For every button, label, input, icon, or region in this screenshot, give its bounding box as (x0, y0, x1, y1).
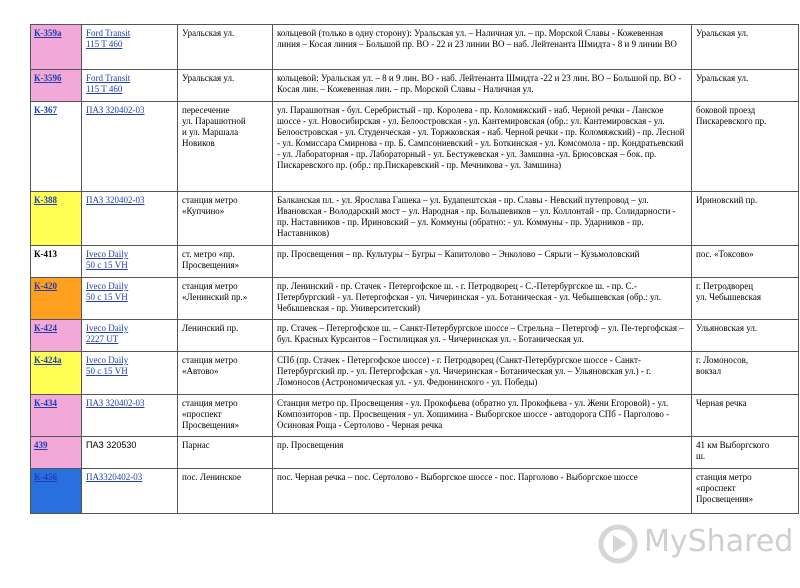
route-number-link[interactable]: К-359б (34, 73, 62, 83)
bus-model-link[interactable]: Iveco Daily (86, 323, 129, 333)
routes-table (30, 24, 799, 514)
bus-model-cell (82, 246, 178, 278)
route-description: ул. Парашютная - бул. Серебристый - пр. Королева - пр. Коломяжский - наб. Черной речки - Ланское шоссе - ул. Новосибирская - ул. Белоостровская - ул. Кантемировская (обр.: ул. Кантемировская - ул. Белоостровская - ул. Студенческая - ул. Торжковская - наб. Черной речки - пр. Коломяжский) - пр. Лесной - ул. Комиссара Смирнова - пр. Б. Сампсониевский - ул. Боткинская - ул. Комсомола - пр. Кондратьевский - ул. Лабораторная - пр. Лабораторный - ул. Бестужевская - ул. Замшина -ул. Брюсовская – бок. пр. Пискаревского пр. (обр.: пр.Пискаревский - пр. Мечникова - ул. Замшина) (277, 105, 685, 170)
bus-model-link[interactable]: Ford Transit (86, 73, 131, 83)
bus-model-link[interactable]: 50 с 15 VH (86, 260, 128, 270)
route-description-cell (273, 25, 692, 70)
bus-model-cell (82, 395, 178, 437)
play-circle-icon (598, 524, 638, 564)
bus-model-link[interactable]: 2227 UT (86, 334, 119, 344)
route-number-cell (31, 278, 82, 320)
bus-model-link[interactable]: 50 с 15 VH (86, 292, 128, 302)
start-point-line: Просвещения» (182, 420, 240, 430)
route-description-cell (273, 352, 692, 395)
route-description: Балканская пл. - ул. Ярослава Гашека – ул. Будапештская - пр. Славы - Невский путепровод – ул. Ивановская - Володарский мост – ул. Народная - пр. Большевиков – ул. Коллонтай - пр. Солидарности - пр. Наставников - пр. Ириновский – ул. Коммуны (обратно: - ул. Коммуны - пр. Ударников - пр. Наставников) (277, 195, 676, 238)
route-description-cell (273, 437, 692, 469)
watermark-text: MyShared (644, 524, 794, 559)
route-number-cell (31, 352, 82, 395)
route-description: кольцевой: Уральская ул. – 8 и 9 лин. ВО - наб. Лейтенанта Шмидта -22 и 23 лин. ВО – Большой пр. ВО - Косая лин. – Кожевенная лин. – пр. Морской Славы - Наличная ул. (277, 73, 682, 94)
routes-table-body (31, 25, 799, 514)
table-row (31, 192, 799, 246)
end-point-line: Просвещения» (696, 494, 754, 504)
end-point-cell (692, 469, 799, 514)
route-number-cell (31, 437, 82, 469)
end-point-cell (692, 395, 799, 437)
start-point-line: Уральская ул. (182, 73, 235, 83)
table-row (31, 352, 799, 395)
start-point-line: станция метро (182, 398, 238, 408)
route-number-cell (31, 70, 82, 102)
route-number-cell (31, 246, 82, 278)
route-number-link[interactable]: К-420 (34, 281, 58, 291)
end-point-line: г. Петродворец (696, 281, 754, 291)
table-row (31, 469, 799, 514)
end-point-line: ул. Чебышевская (696, 292, 762, 302)
bus-model-link[interactable]: Iveco Daily (86, 355, 129, 365)
route-description: СПб (пр. Стачек - Петергофское шоссе) - г. Петродворец (Санкт-Петербургское шоссе - Санкт-Петербургский пр. - ул. Петергофская - ул. Чичеринская - Ботаническая ул. – Ульяновская ул.) - г. Ломоносов (Астрономическая ул. - ул. Федюнинского - ул. Победы) (277, 355, 652, 387)
bus-model-link[interactable]: 115 T 460 (86, 84, 123, 94)
end-point-cell (692, 352, 799, 395)
route-description: Станция метро пр. Просвещения - ул. Прокофьева (обратно ул. Прокофьева - ул. Жени Егоровой) - ул. Композиторов - пр. Просвещения - ул. Хошимина - Выборгское шоссе - автодорога СПб - Парголово - Осиновая Роща - Сертолово - Черная речка (277, 398, 670, 430)
route-description-cell (273, 395, 692, 437)
start-point-cell (178, 278, 273, 320)
route-number-cell (31, 25, 82, 70)
bus-model-link[interactable]: 115 T 460 (86, 39, 123, 49)
bus-model-link[interactable]: ПАЗ 320402-03 (86, 195, 145, 205)
end-point-line: г. Ломоносов, (696, 355, 749, 365)
bus-model-cell (82, 102, 178, 192)
route-number-cell (31, 395, 82, 437)
start-point-line: пересечение (182, 105, 230, 115)
end-point-cell (692, 192, 799, 246)
start-point-cell (178, 352, 273, 395)
end-point-line: Ириновский пр. (696, 195, 758, 205)
bus-model-link[interactable]: ПАЗ 320402-03 (86, 398, 145, 408)
start-point-cell (178, 25, 273, 70)
bus-model-link[interactable]: ПАЗ320402-03 (86, 472, 143, 482)
end-point-line: «проспект (696, 483, 736, 493)
bus-model-cell (82, 469, 178, 514)
start-point-line: «Автово» (182, 366, 219, 376)
bus-model-link[interactable]: Iveco Daily (86, 281, 129, 291)
route-number-link[interactable]: 439 (34, 440, 48, 450)
table-row (31, 278, 799, 320)
start-point-cell (178, 246, 273, 278)
bus-model-cell (82, 437, 178, 469)
end-point-line: 41 км Выборгского (696, 440, 770, 450)
route-number-cell (31, 192, 82, 246)
start-point-line: станция метро (182, 195, 238, 205)
end-point-cell (692, 246, 799, 278)
table-row (31, 70, 799, 102)
route-description: пр. Просвещения (277, 440, 344, 450)
start-point-cell (178, 70, 273, 102)
end-point-cell (692, 70, 799, 102)
end-point-line: Пискаревского пр. (696, 116, 767, 126)
route-number-cell (31, 320, 82, 352)
route-number: К-413 (34, 249, 58, 259)
route-description-cell (273, 70, 692, 102)
end-point-line: Уральская ул. (696, 28, 749, 38)
start-point-cell (178, 395, 273, 437)
bus-model-cell (82, 70, 178, 102)
end-point-line: Ульяновская ул. (696, 323, 758, 333)
start-point-line: пос. Ленинское (182, 472, 242, 482)
bus-model-cell (82, 352, 178, 395)
bus-model-link[interactable]: Iveco Daily (86, 249, 129, 259)
start-point-line: Уральская ул. (182, 28, 235, 38)
route-description: кольцевой (только в одну сторону): Уральская ул. – Наличная ул. – пр. Морской Славы - Кожевенная линия – Косая линия – Большой пр. ВО - 22 и 23 линии ВО – наб. Лейтенанта Шмидта - 8 и 9 линии ВО (277, 28, 677, 49)
end-point-line: ш. (696, 451, 706, 461)
end-point-line: боковой проезд (696, 105, 756, 115)
route-number-link[interactable]: К-359а (34, 28, 62, 38)
route-description: пос. Черная речка – пос. Сертолово - Выборгское шоссе - пос. Парголово - Выборгское шоссе (277, 472, 638, 482)
bus-model-link[interactable]: ПАЗ 320402-03 (86, 105, 145, 115)
start-point-cell (178, 437, 273, 469)
end-point-cell (692, 437, 799, 469)
end-point-line: вокзал (696, 366, 722, 376)
route-number-link[interactable]: К-424 (34, 323, 58, 333)
route-number-link[interactable]: К-424а (34, 355, 62, 365)
route-number-cell (31, 102, 82, 192)
bus-model-cell (82, 25, 178, 70)
route-description-cell (273, 192, 692, 246)
end-point-cell (692, 278, 799, 320)
start-point-cell (178, 192, 273, 246)
bus-model-link[interactable]: 50 с 15 VH (86, 366, 128, 376)
route-description-cell (273, 278, 692, 320)
route-number-link[interactable]: К-434 (34, 398, 58, 408)
route-description: пр. Ленинский - пр. Стачек - Петергофское ш. - г. Петродворец - С.-Петербургское ш. - пр. С.-Петербургский - ул. Петергофская - ул. Чичеринская - ул. Ботаническая - ул. Чебышевская (обр.: ул. Чебышевская - пр. Университетский) (277, 281, 661, 313)
watermark (598, 524, 794, 564)
route-number-link[interactable]: К-456 (34, 472, 58, 482)
route-description: пр. Просвещения – пр. Культуры – Бугры – Капитолово – Энколово – Сярьги – Кузьмоловский (277, 249, 640, 259)
start-point-line: Парнас (182, 440, 210, 450)
route-number-link[interactable]: К-388 (34, 195, 58, 205)
start-point-line: станция метро (182, 281, 238, 291)
start-point-line: ст. метро «пр. (182, 249, 235, 259)
end-point-cell (692, 102, 799, 192)
start-point-line: и ул. Маршала (182, 127, 239, 137)
table-row (31, 437, 799, 469)
start-point-line: «Ленинский пр.» (182, 292, 248, 302)
start-point-line: Просвещения» (182, 260, 240, 270)
end-point-cell (692, 25, 799, 70)
start-point-line: «Купчино» (182, 206, 225, 216)
start-point-line: ул. Парашютной (182, 116, 246, 126)
table-row (31, 25, 799, 70)
bus-model-cell (82, 320, 178, 352)
start-point-line: Новиков (182, 138, 215, 148)
route-description-cell (273, 102, 692, 192)
start-point-cell (178, 320, 273, 352)
end-point-cell (692, 320, 799, 352)
table-row (31, 102, 799, 192)
route-description-cell (273, 469, 692, 514)
end-point-line: пос. «Токсово» (696, 249, 754, 259)
start-point-line: «проспект (182, 409, 222, 419)
route-number-link[interactable]: К-367 (34, 105, 58, 115)
end-point-line: Черная речка (696, 398, 747, 408)
end-point-line: станция метро (696, 472, 752, 482)
end-point-line: Уральская ул. (696, 73, 749, 83)
route-description-cell (273, 246, 692, 278)
bus-model-cell (82, 278, 178, 320)
bus-model: ПАЗ 320530 (86, 440, 137, 450)
route-number-cell (31, 469, 82, 514)
bus-model-link[interactable]: Ford Transit (86, 28, 131, 38)
start-point-line: станция метро (182, 355, 238, 365)
route-description-cell (273, 320, 692, 352)
table-row (31, 246, 799, 278)
route-description: пр. Стачек – Петергофское ш. – Санкт-Петербургское шоссе – Стрельна – Петергоф – ул. Пе-тергофская – бул. Красных Курсантов – Гостилицкая ул. - Чичеринская ул. - Ботаническая ул. (277, 323, 684, 344)
table-row (31, 395, 799, 437)
start-point-cell (178, 102, 273, 192)
start-point-line: Ленинский пр. (182, 323, 239, 333)
table-row (31, 320, 799, 352)
start-point-cell (178, 469, 273, 514)
bus-model-cell (82, 192, 178, 246)
